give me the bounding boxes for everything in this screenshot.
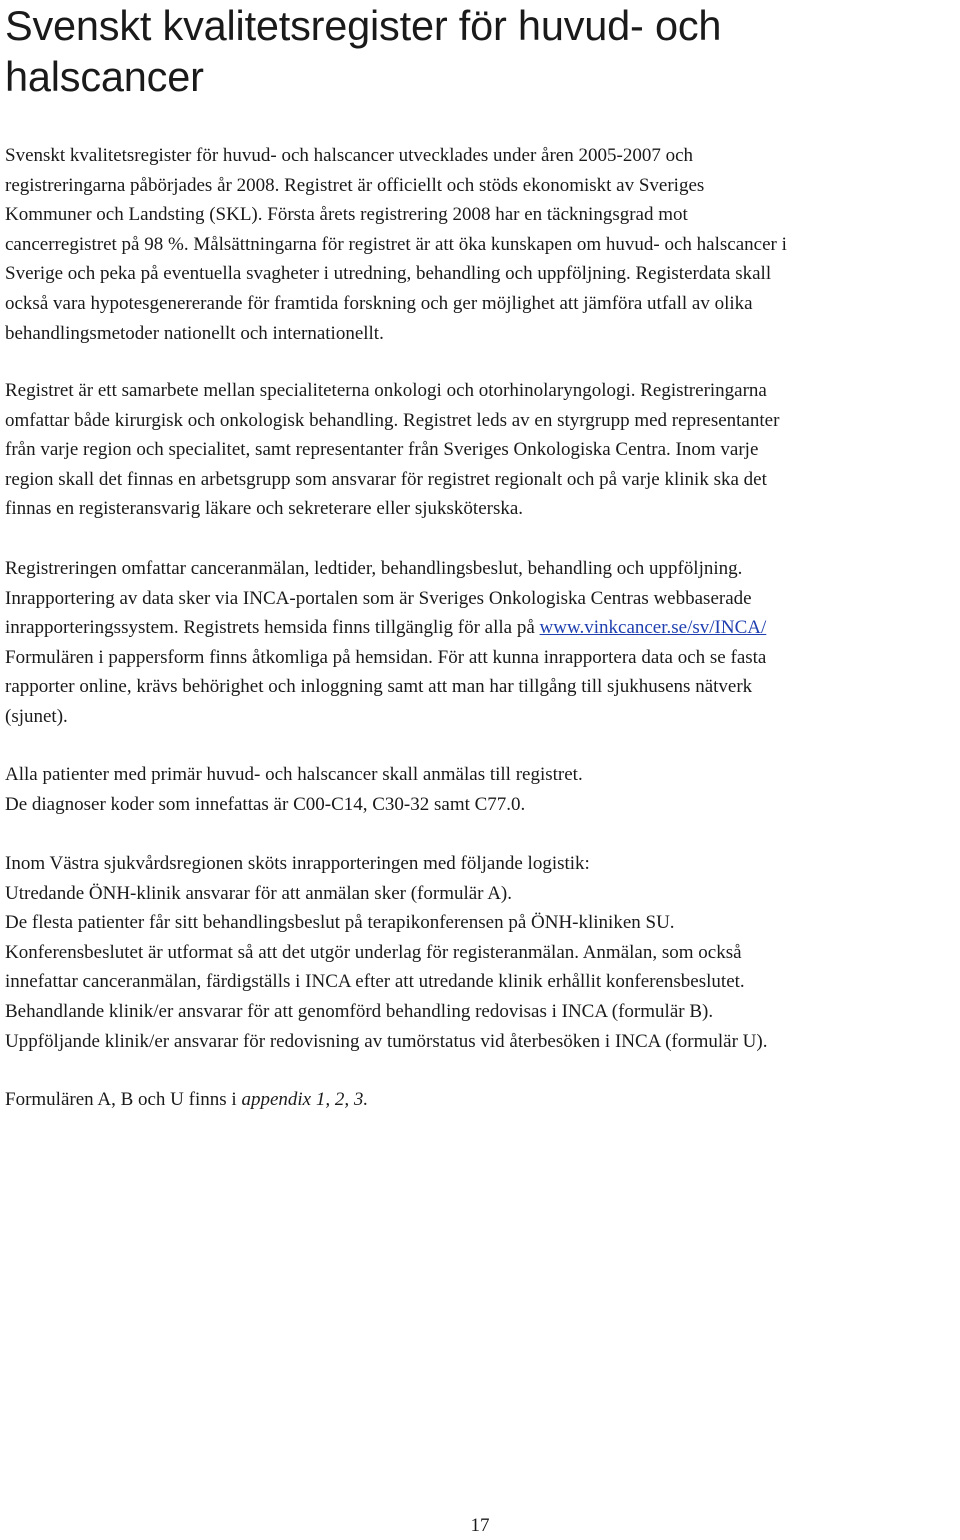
text-line: region skall det finnas en arbetsgrupp som ansvarar för registret regionalt och på varje klinik ska det [5,468,767,490]
text-line: Registreringen omfattar canceranmälan, ledtider, behandlingsbeslut, behandling och uppföljning. [5,558,743,579]
text-before-link: inrapporteringssystem. Registrets hemsida finns tillgänglig för alla på [5,617,540,639]
text-line: Konferensbeslutet är utformat så att det utgör underlag för registeranmälan. Anmälan, som också [5,941,742,963]
appendix-reference: appendix 1, 2, 3. [241,1089,369,1110]
text-line: Kommuner och Landsting (SKL). Första årets registrering 2008 har en täckningsgrad mot [5,204,688,226]
text-line: Svenskt kvalitetsregister för huvud- och halscancer utvecklades under åren 2005-2007 och [5,145,693,166]
text-line: behandlingsmetoder nationellt och internationellt. [5,322,384,344]
paragraph-diagnoses [5,760,940,819]
text-line: cancerregistret på 98 %. Målsättningarna för registret är att öka kunskapen om huvud- och halscancer i [5,233,787,255]
text-line: De flesta patienter får sitt behandlingsbeslut på terapikonferensen på ÖNH-kliniken SU. [5,912,675,934]
text-line [5,1085,940,1115]
text-line: från varje region och specialitet, samt representanter från Sveriges Onkologiska Centra. Inom varje [5,439,759,461]
text-line: omfattar både kirurgisk och onkologisk behandling. Registret leds av en styrgrupp med representanter [5,409,780,431]
text-line: Formulären i pappersform finns åtkomliga på hemsidan. För att kunna inrapportera data och se fasta [5,646,767,668]
inca-website-link[interactable]: www.vinkcancer.se/sv/INCA/ [539,617,767,639]
text-line: Inrapportering av data sker via INCA-portalen som är Sveriges Onkologiska Centras webbaserade [5,587,752,609]
appendix-text: Formulären A, B och U finns i [5,1089,242,1110]
paragraph-collaboration [5,376,940,524]
text-line: Sverige och peka på eventuella svagheter i utredning, behandling och uppföljning. Registerdata skall [5,263,772,285]
text-line: också vara hypotesgenererande för framtida forskning och ger möjlighet att jämföra utfall av olika [5,292,753,314]
paragraph-registration [5,554,940,732]
page-number: 17 [470,1515,490,1536]
text-line: rapporter online, krävs behörighet och inloggning samt att man har tillgång till sjukhusens nätverk [5,676,753,698]
text-line: Utredande ÖNH-klinik ansvarar för att anmälan sker (formulär A). [5,882,513,904]
title-line-2: halscancer [5,53,204,100]
text-line: Inom Västra sjukvårdsregionen sköts inrapporteringen med följande logistik: [5,853,590,874]
paragraph-logistics [5,849,940,1056]
text-line: finnas en registeransvarig läkare och sekreterare eller sjuksköterska. [5,498,524,520]
text-line: Behandlande klinik/er ansvarar för att genomförd behandling redovisas i INCA (formulär B). [5,1000,714,1022]
paragraph-appendix [5,1085,940,1115]
document-page [5,0,940,1110]
text-line: De diagnoser koder som innefattas är C00-C14, C30-32 samt C77.0. [5,793,526,815]
title-line-1: Svenskt kvalitetsregister för huvud- och [5,2,722,49]
paragraph-intro [5,141,940,348]
text-line: Registret är ett samarbete mellan specialiteterna onkologi och otorhinolaryngologi. Registreringarna [5,380,767,401]
text-line: innefattar canceranmälan, färdigställs i INCA efter att utredande klinik erhållit konferensbeslutet. [5,971,745,993]
text-line: (sjunet). [5,705,68,727]
text-line: registreringarna påbörjades år 2008. Registret är officiellt och stöds ekonomiskt av Sveriges [5,174,705,196]
text-line: Uppföljande klinik/er ansvarar för redovisning av tumörstatus vid återbesöken i INCA (formulär U). [5,1030,768,1052]
text-line: Alla patienter med primär huvud- och halscancer skall anmälas till registret. [5,764,583,785]
page-title [5,0,940,102]
text-line-with-link [5,613,940,643]
